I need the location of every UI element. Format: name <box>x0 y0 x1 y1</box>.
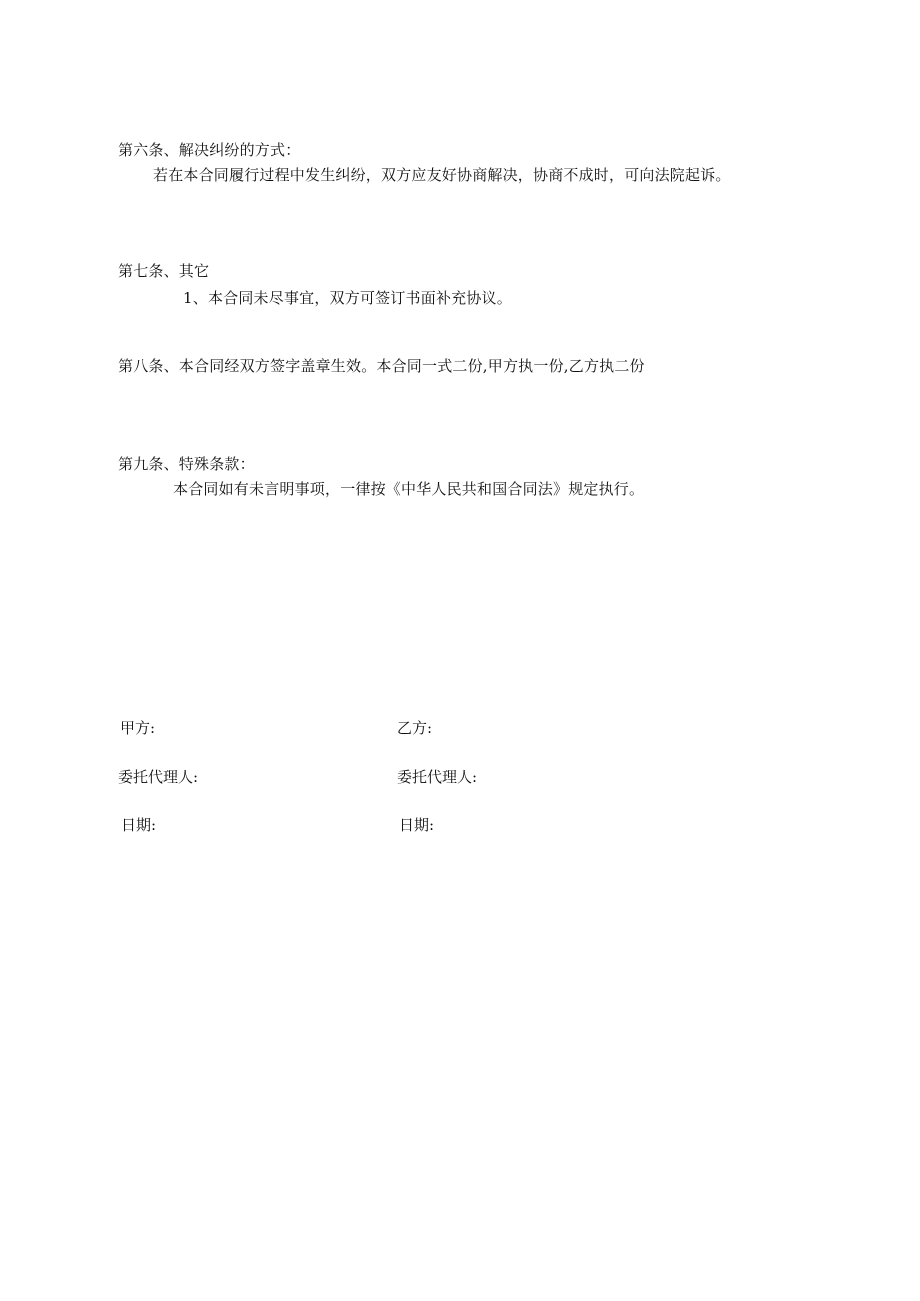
article6-heading: 第六条、解决纠纷的方式： <box>118 141 301 159</box>
date-a-label: 日期: <box>121 816 157 834</box>
agent-a-label: 委托代理人: <box>118 768 199 786</box>
article9-body: 本合同如有未言明事项，一律按《中华人民共和国合同法》规定执行。 <box>173 480 645 498</box>
party-a-label: 甲方: <box>120 719 156 737</box>
date-b-label: 日期: <box>399 816 435 834</box>
party-b-label: 乙方: <box>397 719 433 737</box>
article9-heading: 第九条、特殊条款： <box>118 455 255 473</box>
article8-text: 第八条、本合同经双方签字盖章生效。本合同一式二份,甲方执一份,乙方执二份 <box>118 357 645 375</box>
article6-body: 若在本合同履行过程中发生纠纷，双方应友好协商解决，协商不成时，可向法院起诉。 <box>153 166 731 184</box>
agent-b-label: 委托代理人: <box>397 768 478 786</box>
article7-heading: 第七条、其它 <box>118 262 210 280</box>
article7-item1: 1、本合同未尽事宜，双方可签订书面补充协议。 <box>183 289 512 307</box>
